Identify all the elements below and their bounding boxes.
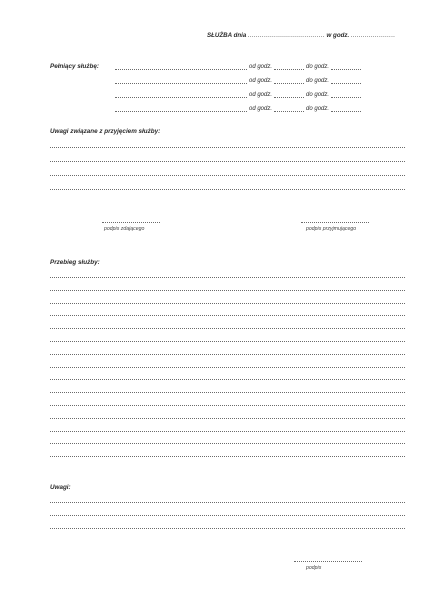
signature-caption-receiving: podpis przyjmującego bbox=[306, 226, 357, 232]
course-line[interactable] bbox=[50, 379, 405, 380]
course-line[interactable] bbox=[50, 392, 405, 393]
from-time-field[interactable] bbox=[274, 107, 304, 112]
duty-name-field[interactable] bbox=[115, 65, 247, 70]
course-line[interactable] bbox=[50, 303, 405, 304]
signature-line-receiving[interactable] bbox=[301, 222, 369, 223]
duty-name-field[interactable] bbox=[115, 93, 247, 98]
course-line[interactable] bbox=[50, 328, 405, 329]
duty-label: Pełniący służbę: bbox=[50, 63, 99, 70]
handover-line[interactable] bbox=[50, 175, 405, 176]
course-line[interactable] bbox=[50, 341, 405, 342]
from-label: od godz. bbox=[249, 64, 273, 70]
course-line[interactable] bbox=[50, 456, 405, 457]
handover-label: Uwagi związane z przyjęciem służby: bbox=[50, 128, 161, 135]
remarks-line[interactable] bbox=[50, 502, 405, 503]
to-time-field[interactable] bbox=[331, 65, 361, 70]
time-field[interactable]: ...................... bbox=[350, 32, 396, 39]
course-line[interactable] bbox=[50, 418, 405, 419]
duty-name-field[interactable] bbox=[115, 79, 247, 84]
to-time-field[interactable] bbox=[331, 107, 361, 112]
date-field[interactable]: ...................................... bbox=[248, 32, 325, 39]
course-line[interactable] bbox=[50, 277, 405, 278]
handover-line[interactable] bbox=[50, 147, 405, 148]
course-line[interactable] bbox=[50, 290, 405, 291]
to-label: do godz. bbox=[306, 92, 330, 98]
from-time-field[interactable] bbox=[274, 93, 304, 98]
to-time-field[interactable] bbox=[331, 79, 361, 84]
course-label: Przebieg służby: bbox=[50, 259, 100, 266]
remarks-line[interactable] bbox=[50, 515, 405, 516]
remarks-label: Uwagi: bbox=[50, 484, 71, 491]
from-label: od godz. bbox=[249, 106, 273, 112]
to-label: do godz. bbox=[306, 106, 330, 112]
duty-name-field[interactable] bbox=[115, 107, 247, 112]
handover-line[interactable] bbox=[50, 161, 405, 162]
to-time-field[interactable] bbox=[331, 93, 361, 98]
course-line[interactable] bbox=[50, 405, 405, 406]
final-signature-line[interactable] bbox=[294, 561, 362, 562]
from-label: od godz. bbox=[249, 92, 273, 98]
service-label: SŁUŻBA dnia bbox=[207, 32, 247, 39]
to-label: do godz. bbox=[306, 78, 330, 84]
duty-row-3 bbox=[115, 92, 361, 98]
service-header bbox=[207, 32, 395, 39]
duty-row-4 bbox=[115, 106, 361, 112]
course-line[interactable] bbox=[50, 367, 405, 368]
from-label: od godz. bbox=[249, 78, 273, 84]
course-line[interactable] bbox=[50, 443, 405, 444]
to-label: do godz. bbox=[306, 64, 330, 70]
final-signature-caption: podpis bbox=[306, 565, 322, 571]
remarks-line[interactable] bbox=[50, 528, 405, 529]
signature-caption-handing-over: podpis zdającego bbox=[104, 226, 145, 232]
course-line[interactable] bbox=[50, 315, 405, 316]
handover-line[interactable] bbox=[50, 189, 405, 190]
from-time-field[interactable] bbox=[274, 79, 304, 84]
duty-row-2 bbox=[115, 78, 361, 84]
course-line[interactable] bbox=[50, 354, 405, 355]
signature-line-handing-over[interactable] bbox=[102, 222, 160, 223]
from-time-field[interactable] bbox=[274, 65, 304, 70]
time-label: w godz. bbox=[326, 32, 350, 39]
duty-row-1 bbox=[115, 64, 361, 70]
course-line[interactable] bbox=[50, 431, 405, 432]
